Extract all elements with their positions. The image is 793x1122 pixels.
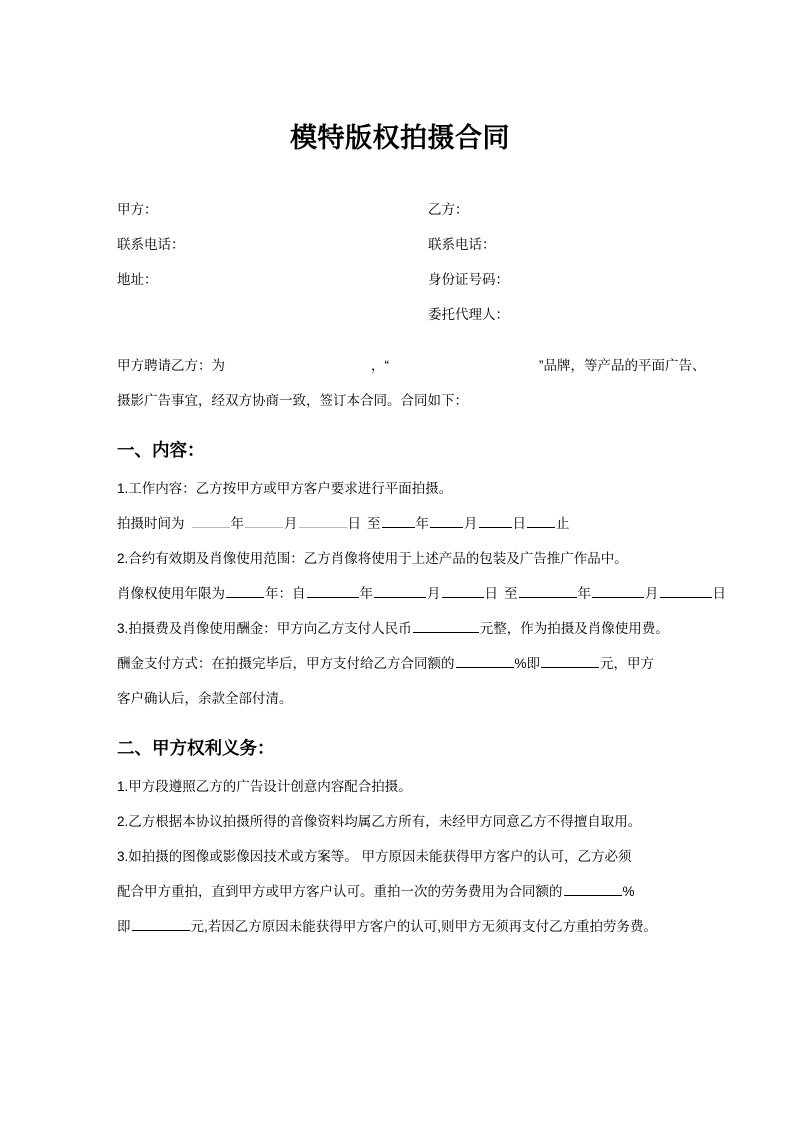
content-item-2: 2.合约有效期及肖像使用范围：乙方肖像将使用于上述产品的包装及广告推广作品中。 <box>117 551 628 567</box>
section-heading-party-a-rights: 二、甲方权利义务： <box>117 738 275 759</box>
party-b-label: 乙方： <box>428 202 469 218</box>
portrait-end-month-blank[interactable] <box>592 583 644 598</box>
reshoot-amount-suffix: 元,若因乙方原因未能获得甲方客户的认可,则甲方无须再支付乙方重拍劳务费。 <box>190 919 658 935</box>
portrait-end-month-unit: 月 <box>645 586 659 602</box>
party-b-id-label: 身份证号码： <box>428 272 509 288</box>
portrait-rights-prefix: 肖像权使用年限为 <box>117 586 225 602</box>
page-title: 模特版权拍摄合同 <box>290 123 510 153</box>
portrait-years-unit: 年：自 <box>265 586 306 602</box>
document-body <box>117 0 726 944</box>
total-fee-amount-blank[interactable] <box>413 618 479 633</box>
shoot-end-month-blank[interactable] <box>430 513 463 528</box>
shoot-end-year-blank[interactable] <box>382 513 415 528</box>
party-a-item-2: 2.乙方根据本协议拍摄所得的音像资料均属乙方所有，未经甲方同意乙方不得擅自取用。 <box>117 814 642 830</box>
portrait-end-day-unit: 日 <box>712 586 726 602</box>
party-a-item-1: 1.甲方段遵照乙方的广告设计创意内容配合拍摄。 <box>117 779 412 795</box>
payment-percent-unit: %即 <box>514 656 541 672</box>
payment-method-line-1 <box>117 646 683 681</box>
party-a-item-3-line-3 <box>117 909 683 944</box>
party-a-address-label: 地址： <box>117 272 158 288</box>
portrait-start-day-unit: 日 <box>484 586 498 602</box>
party-information-block <box>117 192 683 332</box>
party-a-item-3-line-1: 3.如拍摄的图像或影像因技术或方案等。 甲方原因未能获得甲方客户的认可，乙方必须 <box>117 849 632 865</box>
portrait-start-month-unit: 月 <box>427 586 441 602</box>
shoot-start-day-unit: 日 <box>347 516 361 532</box>
shooting-date-line <box>117 506 683 541</box>
portrait-start-month-blank[interactable] <box>374 583 426 598</box>
intro-prefix: 甲方聘请乙方：为 <box>117 358 225 374</box>
party-row <box>117 227 683 262</box>
payment-prefix: 酬金支付方式：在拍摄完毕后，甲方支付给乙方合同额的 <box>117 656 455 672</box>
intro-line-1 <box>117 348 706 383</box>
party-row <box>117 192 683 227</box>
payment-method-line-2: 客户确认后，余款全部付清。 <box>117 691 293 707</box>
portrait-start-day-blank[interactable] <box>442 583 484 598</box>
party-b-phone-label: 联系电话： <box>428 237 496 253</box>
intro-mid: ，“ <box>371 358 389 374</box>
payment-percent-blank[interactable] <box>456 653 514 668</box>
intro-line-2: 摄影广告事宜，经双方协商一致，签订本合同。合同如下： <box>117 393 468 409</box>
payment-amount-blank[interactable] <box>541 653 599 668</box>
party-b-agent-label: 委托代理人： <box>428 307 509 323</box>
portrait-end-day-blank[interactable] <box>660 583 712 598</box>
party-a-label: 甲方： <box>117 202 158 218</box>
portrait-rights-connector: 至 <box>504 586 518 602</box>
party-row <box>117 262 683 297</box>
shoot-end-year-unit: 年 <box>415 516 429 532</box>
portrait-years-blank[interactable] <box>226 583 264 598</box>
shoot-end-day-unit: 日 <box>512 516 526 532</box>
payment-suffix: 元，甲方 <box>600 656 655 672</box>
party-row <box>117 297 683 332</box>
shoot-end-extra-blank[interactable] <box>527 513 555 528</box>
portrait-end-year-blank[interactable] <box>519 583 577 598</box>
reshoot-fee-prefix: 配合甲方重拍，直到甲方或甲方客户认可。重拍一次的劳务费用为合同额的 <box>117 884 563 900</box>
fee-suffix: 元整，作为拍摄及肖像使用费。 <box>479 621 669 637</box>
shoot-start-year-unit: 年 <box>230 516 244 532</box>
reshoot-percent-blank[interactable] <box>564 881 622 896</box>
reshoot-amount-blank[interactable] <box>132 916 190 931</box>
shoot-start-day-blank[interactable] <box>299 513 347 528</box>
shoot-start-month-unit: 月 <box>284 516 298 532</box>
portrait-rights-line <box>117 576 726 611</box>
party-a-phone-label: 联系电话： <box>117 237 185 253</box>
section-heading-content: 一、内容： <box>117 440 205 461</box>
shoot-end-day-blank[interactable] <box>479 513 512 528</box>
shoot-start-month-blank[interactable] <box>245 513 283 528</box>
content-item-1: 1.工作内容：乙方按甲方或甲方客户要求进行平面拍摄。 <box>117 481 453 497</box>
intro-suffix: ”品牌，等产品的平面广告、 <box>539 358 706 374</box>
reshoot-percent-unit: % <box>622 884 635 900</box>
shooting-date-prefix: 拍摄时间为 <box>117 516 185 532</box>
portrait-start-year-unit: 年 <box>359 586 373 602</box>
shoot-start-year-blank[interactable] <box>192 513 230 528</box>
content-item-3 <box>117 611 683 646</box>
fee-prefix: 3.拍摄费及肖像使用酬金：甲方向乙方支付人民币 <box>117 621 412 637</box>
portrait-end-year-unit: 年 <box>577 586 591 602</box>
intro-paragraph-block <box>117 348 706 418</box>
shoot-end-month-unit: 月 <box>464 516 478 532</box>
portrait-start-year-blank[interactable] <box>307 583 359 598</box>
reshoot-amount-prefix: 即 <box>117 919 131 935</box>
party-a-item-3-line-2 <box>117 874 683 909</box>
shooting-date-connector: 至 <box>367 516 381 532</box>
shooting-date-end-marker: 止 <box>556 516 570 532</box>
